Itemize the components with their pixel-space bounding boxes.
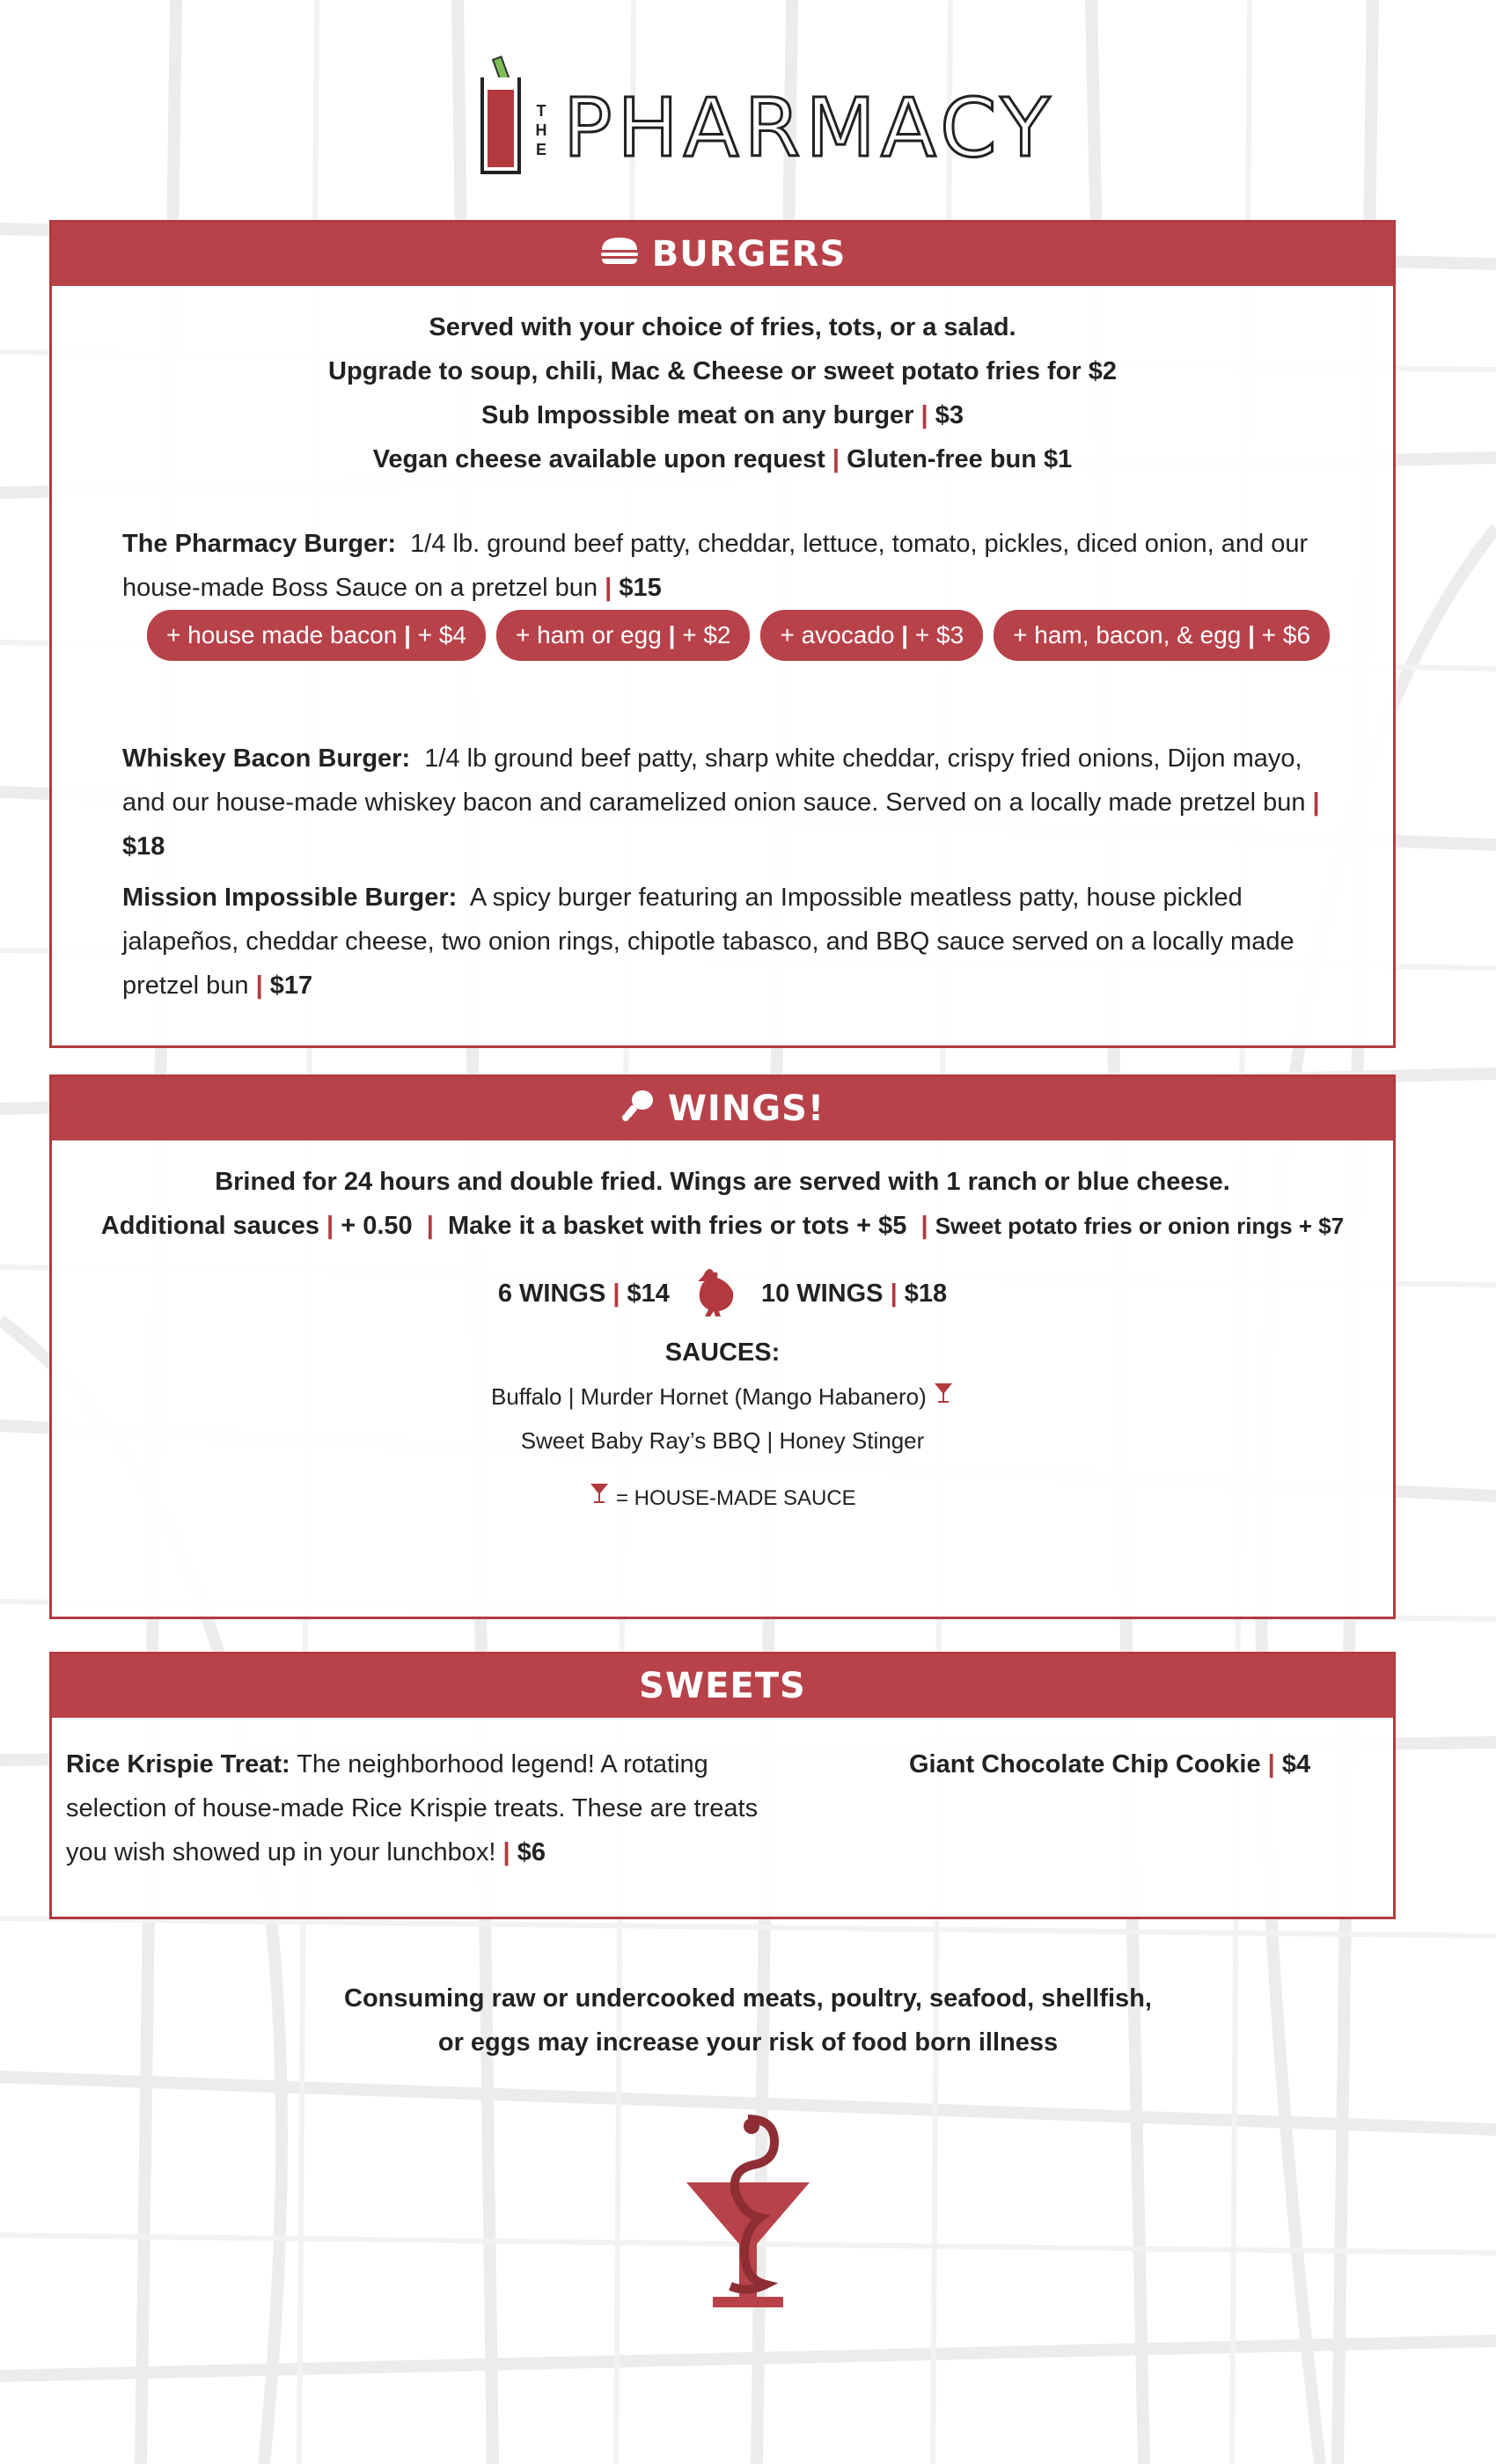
addon-pill: + ham, bacon, & egg | + $6 [994, 610, 1330, 661]
sauce-legend: = HOUSE-MADE SAUCE [52, 1480, 1393, 1511]
addon-pill: + ham or egg | + $2 [496, 610, 750, 661]
wing-options [52, 1265, 1393, 1322]
bloody-mary-glass-icon [480, 77, 521, 174]
cocktail-icon [933, 1383, 954, 1410]
burgers-vegan-line: Vegan cheese available upon request | Gluten-free bun $1 [372, 445, 1073, 473]
sauces-line-2: Sweet Baby Ray’s BBQ | Honey Stinger [520, 1427, 925, 1454]
addon-pill: + house made bacon | + $4 [147, 610, 486, 661]
burgers-intro-2: Upgrade to soup, chili, Mac & Cheese or sweet potato fries for $2 [328, 357, 1117, 385]
sauces-heading: SAUCES: [664, 1338, 781, 1367]
caduceus-cocktail-logo [669, 2112, 827, 2323]
wings-intro: Brined for 24 hours and double fried. Wings are served with 1 ranch or blue cheese. [215, 1168, 1230, 1196]
burger-addons [147, 610, 1330, 661]
menu-item-pharmacy-burger: The Pharmacy Burger: 1/4 lb. ground beef patty, cheddar, lettuce, tomato, pickles, diced onion, and our house-made Boss Sauce on a pretzel bun | $15 [122, 530, 1309, 602]
wings-header [52, 1077, 1393, 1140]
menu-item-mission-impossible-burger: Mission Impossible Burger: A spicy burger featuring an Impossible meatless patty, house pickled jalapeños, cheddar cheese, two onion rings, chipotle tabasco, and BBQ sauce served on a locally made pretzel bun | $17 [122, 884, 1294, 1000]
chicken-icon [693, 1265, 738, 1323]
burger-icon [599, 236, 640, 274]
burgers-section [49, 220, 1396, 1048]
drumstick-icon [620, 1088, 656, 1131]
sauces-line-1: Buffalo | Murder Hornet (Mango Habanero) [52, 1375, 1393, 1419]
menu-item-rice-krispie: Rice Krispie Treat: The neighborhood legend! A rotating selection of house-made Rice Krispie treats. These are treats you wish showed up in your lunchbox! | $6 [66, 1750, 759, 1866]
logo-the: THE [532, 102, 550, 160]
wings-title: WINGS! [667, 1089, 825, 1129]
disclaimer-line-2: or eggs may increase your risk of food born illness [437, 2028, 1059, 2057]
menu-item-cookie: Giant Chocolate Chip Cookie | $4 [909, 1750, 1311, 1778]
food-safety-disclaimer [0, 1976, 1496, 2064]
pharmacy-logo [466, 51, 1056, 183]
wing-option: 10 WINGS | $18 [760, 1280, 948, 1308]
wing-option: 6 WINGS | $14 [497, 1280, 670, 1308]
burgers-sub-line: Sub Impossible meat on any burger | $3 [480, 401, 964, 429]
cocktail-icon [589, 1486, 610, 1510]
wings-section [49, 1074, 1396, 1619]
sweets-section [49, 1652, 1396, 1919]
addon-pill: + avocado | + $3 [760, 610, 983, 661]
burgers-title: BURGERS [651, 234, 847, 275]
menu-item-whiskey-bacon-burger: Whiskey Bacon Burger: 1/4 lb ground beef patty, sharp white cheddar, crispy fried onions, Dijon mayo, and our house-made whiskey bacon and caramelized onion sauce. Served on a locally made pretzel bun | $18 [122, 744, 1320, 861]
logo-wordmark: PHARMACY [563, 81, 1056, 175]
sweets-title: SWEETS [639, 1666, 806, 1706]
wings-extras: Additional sauces | + 0.50 | Make it a basket with fries or tots + $5 | Sweet potato fries or onion rings + $7 [100, 1212, 1345, 1240]
burgers-header [52, 223, 1393, 286]
burgers-intro-1: Served with your choice of fries, tots, or a salad. [429, 313, 1016, 341]
sweets-header [52, 1654, 1393, 1718]
disclaimer-line-1: Consuming raw or undercooked meats, poultry, seafood, shellfish, [344, 1984, 1152, 2013]
